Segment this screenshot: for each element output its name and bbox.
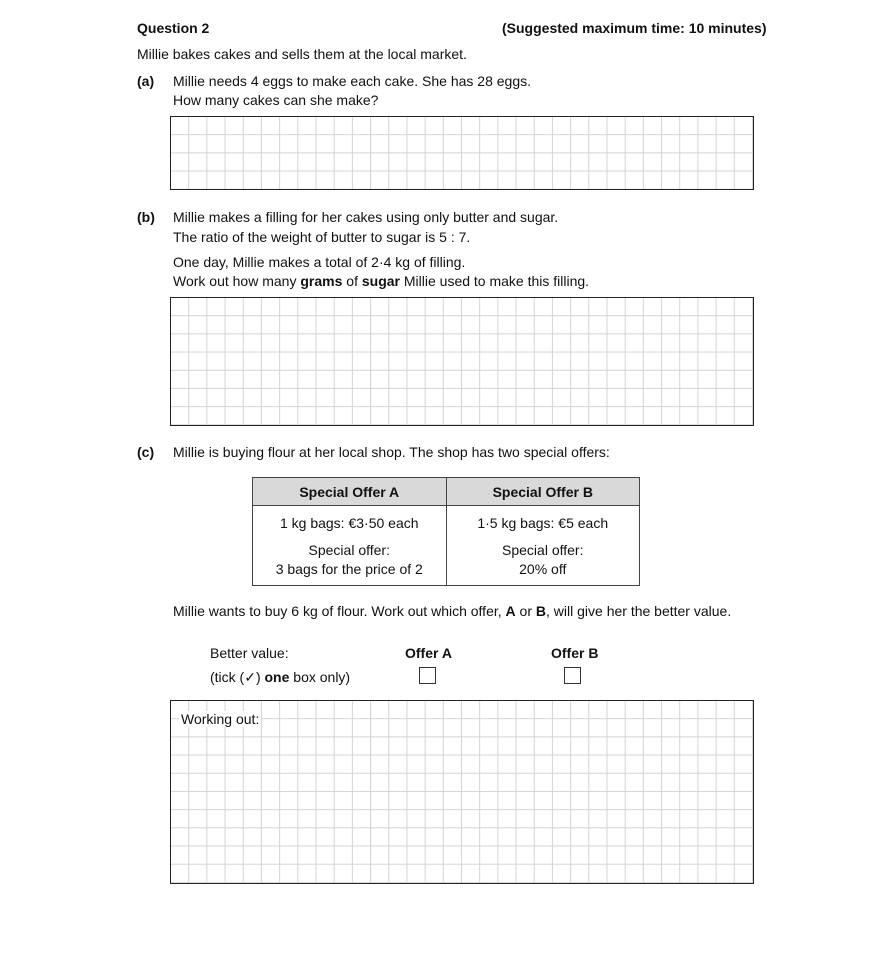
part-a-label: (a) xyxy=(137,73,155,89)
tick-instruction: (tick (✓) one box only) xyxy=(210,669,351,685)
working-out-label: Working out: xyxy=(181,711,260,727)
working-out-box[interactable] xyxy=(170,700,754,884)
suggested-time: (Suggested maximum time: 10 minutes) xyxy=(502,20,767,36)
offer-b-price: 1·5 kg bags: €5 each xyxy=(477,515,609,531)
offer-a-price: 1 kg bags: €3·50 each xyxy=(279,515,419,531)
offer-b-offer-label: Special offer: xyxy=(502,542,584,558)
question-title: Question 2 xyxy=(137,20,210,36)
offer-a-offer-detail: 3 bags for the price of 2 xyxy=(275,561,423,577)
better-value-label: Better value: xyxy=(210,645,289,661)
part-b-label: (b) xyxy=(137,209,155,225)
part-b-line1: Millie makes a filling for her cakes using only butter and sugar. xyxy=(173,209,559,225)
part-b-line4: Work out how many grams of sugar Millie used to make this filling. xyxy=(173,273,590,289)
part-b-line2: The ratio of the weight of butter to sugar is 5 : 7. xyxy=(173,229,471,245)
offer-b-option-label: Offer B xyxy=(551,645,599,661)
offer-b-cell xyxy=(446,506,640,586)
offer-a-offer-label: Special offer: xyxy=(308,542,390,558)
question-intro: Millie bakes cakes and sells them at the local market. xyxy=(137,46,467,62)
part-c-line1: Millie is buying flour at her local shop. The shop has two special offers: xyxy=(173,444,610,460)
offer-b-checkbox[interactable] xyxy=(564,667,581,684)
offer-a-option-label: Offer A xyxy=(405,645,452,661)
part-b-line3: One day, Millie makes a total of 2·4 kg of filling. xyxy=(173,254,466,270)
offers-table xyxy=(252,477,640,586)
offer-b-header: Special Offer B xyxy=(446,478,640,506)
answer-box-a[interactable] xyxy=(170,116,754,190)
answer-box-b[interactable] xyxy=(170,297,754,426)
part-a-line2: How many cakes can she make? xyxy=(173,92,379,108)
offer-a-cell xyxy=(253,506,447,586)
part-c-label: (c) xyxy=(137,444,155,460)
part-a-line1: Millie needs 4 eggs to make each cake. She has 28 eggs. xyxy=(173,73,531,89)
part-c-task: Millie wants to buy 6 kg of flour. Work out which offer, A or B, will give her the better value. xyxy=(173,603,732,619)
offer-a-checkbox[interactable] xyxy=(419,667,436,684)
offer-b-offer-detail: 20% off xyxy=(519,561,567,577)
offer-a-header: Special Offer A xyxy=(253,478,447,506)
